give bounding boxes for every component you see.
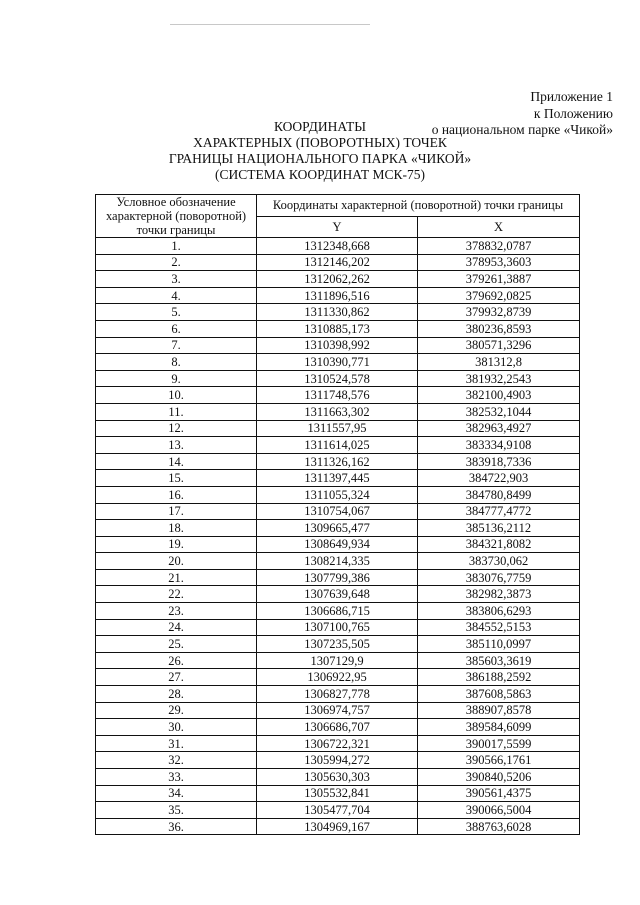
x-coordinate-cell: 383334,9108 [418, 437, 580, 454]
y-coordinate-cell: 1307100,765 [257, 619, 418, 636]
point-header [96, 195, 257, 238]
x-coordinate-cell: 385136,2112 [418, 520, 580, 537]
x-coordinate-cell: 386188,2592 [418, 669, 580, 686]
point-number-cell: 13. [96, 437, 257, 454]
y-coordinate-cell: 1304969,167 [257, 818, 418, 835]
x-coordinate-cell: 388763,6028 [418, 818, 580, 835]
point-number-cell: 14. [96, 453, 257, 470]
x-coordinate-cell: 383076,7759 [418, 569, 580, 586]
x-coordinate-cell: 381312,8 [418, 354, 580, 371]
title-line-4: (СИСТЕМА КООРДИНАТ МСК-75) [215, 167, 425, 182]
y-coordinate-cell: 1307639,648 [257, 586, 418, 603]
point-number-cell: 16. [96, 486, 257, 503]
x-coordinate-cell: 382532,1044 [418, 403, 580, 420]
point-number-cell: 10. [96, 387, 257, 404]
table-row [96, 769, 580, 786]
y-coordinate-cell: 1306974,757 [257, 702, 418, 719]
point-number-cell: 15. [96, 470, 257, 487]
point-number-cell: 4. [96, 287, 257, 304]
x-coordinate-cell: 380571,3296 [418, 337, 580, 354]
x-coordinate-cell: 384321,8082 [418, 536, 580, 553]
table-row [96, 271, 580, 288]
scan-edge-line [170, 24, 370, 25]
y-coordinate-cell: 1306722,321 [257, 735, 418, 752]
table-row [96, 603, 580, 620]
point-number-cell: 12. [96, 420, 257, 437]
table-row [96, 536, 580, 553]
table-row [96, 503, 580, 520]
point-number-cell: 18. [96, 520, 257, 537]
table-row [96, 586, 580, 603]
x-coordinate-cell: 390561,4375 [418, 785, 580, 802]
point-number-cell: 22. [96, 586, 257, 603]
point-number-cell: 33. [96, 769, 257, 786]
point-number-cell: 36. [96, 818, 257, 835]
x-coordinate-cell: 390066,5004 [418, 802, 580, 819]
table-row [96, 686, 580, 703]
table-row [96, 569, 580, 586]
point-number-cell: 21. [96, 569, 257, 586]
point-number-cell: 27. [96, 669, 257, 686]
table-row [96, 287, 580, 304]
point-number-cell: 34. [96, 785, 257, 802]
y-coordinate-cell: 1310754,067 [257, 503, 418, 520]
y-coordinate-cell: 1311330,862 [257, 304, 418, 321]
x-coordinate-cell: 380236,8593 [418, 320, 580, 337]
table-row [96, 553, 580, 570]
point-number-cell: 7. [96, 337, 257, 354]
table-row [96, 337, 580, 354]
y-coordinate-cell: 1311896,516 [257, 287, 418, 304]
x-coordinate-cell: 390017,5599 [418, 735, 580, 752]
y-coordinate-cell: 1306686,715 [257, 603, 418, 620]
y-coordinate-cell: 1311055,324 [257, 486, 418, 503]
y-coordinate-cell: 1311614,025 [257, 437, 418, 454]
table-row [96, 304, 580, 321]
point-number-cell: 35. [96, 802, 257, 819]
y-coordinate-cell: 1311748,576 [257, 387, 418, 404]
point-number-cell: 25. [96, 636, 257, 653]
point-number-cell: 29. [96, 702, 257, 719]
y-coordinate-cell: 1306922,95 [257, 669, 418, 686]
y-coordinate-cell: 1305477,704 [257, 802, 418, 819]
appendix-line-3: о национальном парке «Чикой» [431, 122, 613, 137]
point-number-cell: 28. [96, 686, 257, 703]
point-number-cell: 32. [96, 752, 257, 769]
table-row [96, 669, 580, 686]
y-coordinate-cell: 1307129,9 [257, 652, 418, 669]
x-coordinate-cell: 383918,7336 [418, 453, 580, 470]
y-coordinate-cell: 1307799,386 [257, 569, 418, 586]
point-number-cell: 6. [96, 320, 257, 337]
point-number-cell: 31. [96, 735, 257, 752]
table-row [96, 320, 580, 337]
x-coordinate-cell: 384552,5153 [418, 619, 580, 636]
x-coordinate-cell: 382982,3873 [418, 586, 580, 603]
point-number-cell: 9. [96, 370, 257, 387]
x-coordinate-cell: 381932,2543 [418, 370, 580, 387]
y-coordinate-cell: 1310390,771 [257, 354, 418, 371]
x-coordinate-cell: 385110,0997 [418, 636, 580, 653]
appendix-line-1: Приложение 1 [530, 89, 613, 104]
y-coordinate-cell: 1307235,505 [257, 636, 418, 653]
x-coordinate-cell: 379261,3887 [418, 271, 580, 288]
point-number-cell: 1. [96, 238, 257, 255]
y-coordinate-cell: 1312146,202 [257, 254, 418, 271]
point-number-cell: 20. [96, 553, 257, 570]
y-coordinate-cell: 1311557,95 [257, 420, 418, 437]
table-body [96, 238, 580, 835]
x-coordinate-cell: 384777,4772 [418, 503, 580, 520]
x-coordinate-cell: 388907,8578 [418, 702, 580, 719]
y-coordinate-cell: 1312348,668 [257, 238, 418, 255]
point-number-cell: 26. [96, 652, 257, 669]
table-row [96, 370, 580, 387]
table-row [96, 238, 580, 255]
table-row [96, 802, 580, 819]
x-coordinate-cell: 378832,0787 [418, 238, 580, 255]
point-number-cell: 2. [96, 254, 257, 271]
x-coordinate-cell: 387608,5863 [418, 686, 580, 703]
appendix-line-2: к Положению [533, 105, 613, 121]
point-number-cell: 19. [96, 536, 257, 553]
point-number-cell: 11. [96, 403, 257, 420]
table-row [96, 420, 580, 437]
table-row [96, 403, 580, 420]
y-coordinate-cell: 1305630,303 [257, 769, 418, 786]
table-row [96, 387, 580, 404]
table-row [96, 354, 580, 371]
table-row [96, 619, 580, 636]
y-coordinate-cell: 1311663,302 [257, 403, 418, 420]
table-row [96, 486, 580, 503]
coords-header: Координаты характерной (поворотной) точки границы [257, 195, 580, 217]
x-coordinate-cell: 383806,6293 [418, 603, 580, 620]
title-line-1: КООРДИНАТЫ [274, 119, 366, 134]
y-coordinate-cell: 1310398,992 [257, 337, 418, 354]
point-header-line-1: Условное обозначение [116, 195, 236, 209]
y-coordinate-cell: 1310524,578 [257, 370, 418, 387]
point-header-line-3: точки границы [136, 223, 216, 237]
y-coordinate-cell: 1309665,477 [257, 520, 418, 537]
coordinates-table [95, 194, 580, 835]
title-line-3: ГРАНИЦЫ НАЦИОНАЛЬНОГО ПАРКА «ЧИКОЙ» [168, 151, 472, 166]
x-coordinate-cell: 383730,062 [418, 553, 580, 570]
table-row [96, 652, 580, 669]
point-number-cell: 3. [96, 271, 257, 288]
point-number-cell: 5. [96, 304, 257, 321]
table-row [96, 702, 580, 719]
x-coordinate-cell: 382100,4903 [418, 387, 580, 404]
point-header-line-2: характерной (поворотной) [105, 209, 247, 223]
table-row [96, 636, 580, 653]
table-row [96, 520, 580, 537]
table-row [96, 437, 580, 454]
x-coordinate-cell: 385603,3619 [418, 652, 580, 669]
y-coordinate-cell: 1310885,173 [257, 320, 418, 337]
y-coordinate-cell: 1306686,707 [257, 719, 418, 736]
table-row [96, 453, 580, 470]
table-row [96, 818, 580, 835]
table-row [96, 254, 580, 271]
x-coordinate-cell: 384722,903 [418, 470, 580, 487]
y-coordinate-cell: 1306827,778 [257, 686, 418, 703]
y-header: Y [257, 216, 418, 238]
y-coordinate-cell: 1305994,272 [257, 752, 418, 769]
document-title [0, 119, 640, 183]
x-coordinate-cell: 389584,6099 [418, 719, 580, 736]
x-coordinate-cell: 384780,8499 [418, 486, 580, 503]
x-coordinate-cell: 379692,0825 [418, 287, 580, 304]
title-line-2: ХАРАКТЕРНЫХ (ПОВОРОТНЫХ) ТОЧЕК [193, 135, 447, 150]
point-number-cell: 8. [96, 354, 257, 371]
table-row [96, 735, 580, 752]
table-row [96, 785, 580, 802]
x-header: X [418, 216, 580, 238]
x-coordinate-cell: 379932,8739 [418, 304, 580, 321]
x-coordinate-cell: 390566,1761 [418, 752, 580, 769]
point-number-cell: 23. [96, 603, 257, 620]
y-coordinate-cell: 1312062,262 [257, 271, 418, 288]
point-number-cell: 30. [96, 719, 257, 736]
y-coordinate-cell: 1308214,335 [257, 553, 418, 570]
y-coordinate-cell: 1311326,162 [257, 453, 418, 470]
x-coordinate-cell: 382963,4927 [418, 420, 580, 437]
y-coordinate-cell: 1308649,934 [257, 536, 418, 553]
table-row [96, 470, 580, 487]
table-row [96, 719, 580, 736]
x-coordinate-cell: 390840,5206 [418, 769, 580, 786]
table-row [96, 752, 580, 769]
y-coordinate-cell: 1311397,445 [257, 470, 418, 487]
x-coordinate-cell: 378953,3603 [418, 254, 580, 271]
y-coordinate-cell: 1305532,841 [257, 785, 418, 802]
point-number-cell: 17. [96, 503, 257, 520]
point-number-cell: 24. [96, 619, 257, 636]
